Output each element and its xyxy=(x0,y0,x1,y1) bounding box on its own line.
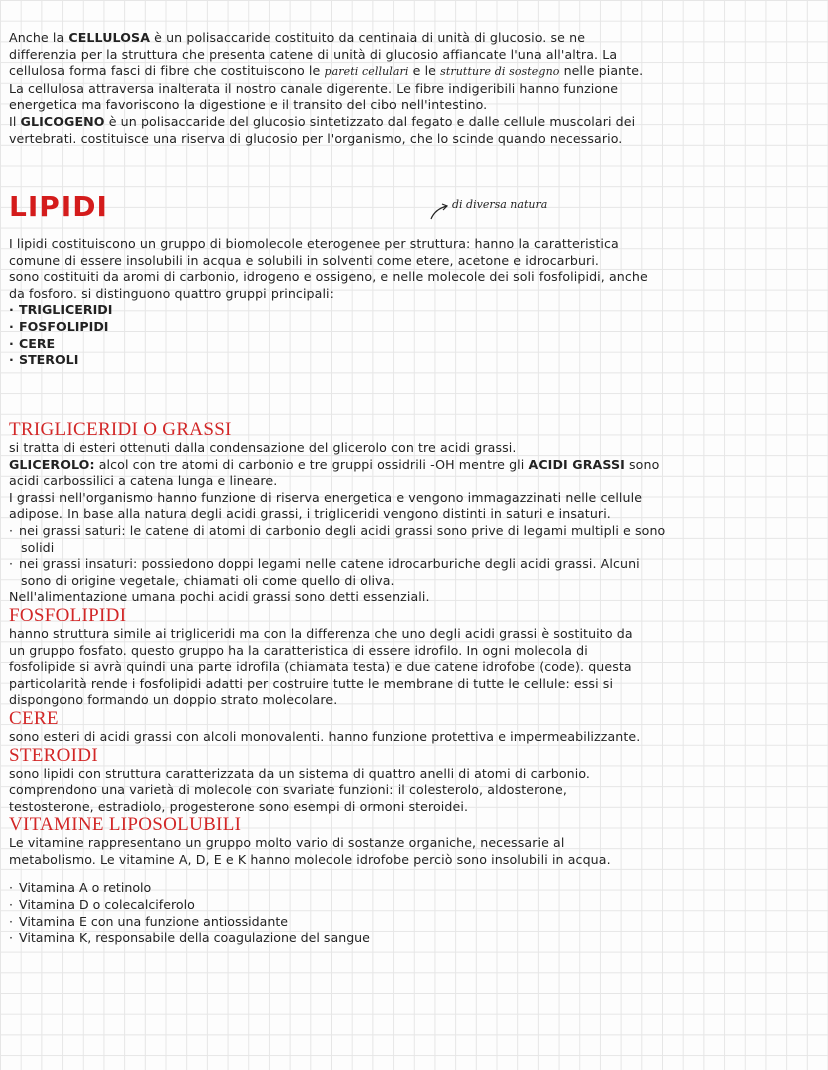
fosfolipidi-line: hanno struttura simile ai trigliceridi ma con la differenza che uno degli acidi grassi è sostituito da xyxy=(9,625,633,641)
list-item-label: Vitamina A o retinolo xyxy=(19,880,152,896)
text: nelle piante. xyxy=(559,63,644,79)
trigliceridi-line: adipose. In base alla natura degli acidi grassi, i trigliceridi vengono distinti in saturi e insaturi. xyxy=(9,506,611,522)
text: nei grassi insaturi: possiedono doppi legami nelle catene idrocarburiche degli acidi grassi. Alcuni xyxy=(19,556,640,572)
term-glicogeno: GLICOGENO xyxy=(20,113,105,129)
list-item-label: TRIGLICERIDI xyxy=(19,302,113,318)
sections xyxy=(9,420,821,947)
lipidi-line: I lipidi costituiscono un gruppo di biomolecole eterogenee per struttura: hanno la caratteristica xyxy=(9,236,619,251)
intro-line-7: vertebrati. costituisce una riserva di glucosio per l'organismo, che lo scinde quando necessario. xyxy=(9,130,623,146)
trigliceridi-title: TRIGLICERIDI O GRASSI xyxy=(9,419,232,440)
list-item-label: CERE xyxy=(19,335,56,351)
list-item: · TRIGLICERIDI xyxy=(9,302,113,318)
fosfolipidi-line: fosfolipide si avrà quindi una parte idrofila (chiamata testa) e due catene idrofobe (code). questa xyxy=(9,659,632,675)
handwritten-note: di diversa natura xyxy=(452,198,548,211)
term-acidi-grassi: ACIDI GRASSI xyxy=(528,456,625,472)
list-item: · CERE xyxy=(9,335,56,351)
text: è un polisaccaride costituito da centinaia di unità di glucosio. se ne xyxy=(150,30,586,45)
steroidi-line: sono lipidi con struttura caratterizzata da un sistema di quattro anelli di atomi di carbonio. xyxy=(9,765,591,781)
fosfolipidi-line: particolarità rende i fosfolipidi adatti per costruire tutte le membrane di tutte le cellule: essi si xyxy=(9,675,614,691)
intro-section xyxy=(9,30,821,147)
term-cellulosa: CELLULOSA xyxy=(68,30,151,45)
list-item: · FOSFOLIPIDI xyxy=(9,318,109,334)
vitamine-line: Le vitamine rappresentano un gruppo molto vario di sostanze organiche, necessarie al xyxy=(9,835,565,851)
intro-line-4: La cellulosa attraversa inalterata il nostro canale digerente. Le fibre indigeribili hanno funzione xyxy=(9,80,619,96)
text: nei grassi saturi: le catene di atomi di carbonio degli acidi grassi sono prive di legami multipli e sono xyxy=(19,522,666,538)
bullet-saturi: · nei grassi saturi: le catene di atomi di carbonio degli acidi grassi sono prive di legami multipli e sono xyxy=(9,522,666,538)
trigliceridi-line xyxy=(9,457,821,474)
intro-line-6 xyxy=(9,114,821,131)
lipidi-line: sono costituiti da aromi di carbonio, idrogeno e ossigeno, e nelle molecole dei soli fosfolipidi, anche xyxy=(9,269,648,285)
vitamine-line: metabolismo. Le vitamine A, D, E e K hanno molecole idrofobe perciò sono insolubili in acqua. xyxy=(9,851,611,867)
trigliceridi-line: I grassi nell'organismo hanno funzione di riserva energetica e vengono immagazzinati nelle cellule xyxy=(9,489,643,505)
lipidi-title: LIPIDI xyxy=(9,190,108,223)
list-item: · Vitamina K, responsabile della coagulazione del sangue xyxy=(9,930,370,946)
text: alcol con tre atomi di carbonio e tre gruppi ossidrili -OH mentre gli xyxy=(94,456,529,472)
handwritten-term: strutture di sostegno xyxy=(440,65,560,79)
intro-line-1 xyxy=(9,30,821,47)
trigliceridi-line: acidi carbossilici a catena lunga e lineare. xyxy=(9,473,278,489)
steroidi-line: testosterone, estradiolo, progesterone sono esempi di ormoni steroidei. xyxy=(9,798,469,814)
intro-line-5: energetica ma favoriscono la digestione e il transito del cibo nell'intestino. xyxy=(9,97,488,113)
trigliceridi-line: si tratta di esteri ottenuti dalla condensazione del glicerolo con tre acidi grassi. xyxy=(9,440,517,455)
text: sono xyxy=(624,456,660,472)
vitamine-title: VITAMINE LIPOSOLUBILI xyxy=(9,814,242,836)
steroidi-title: STEROIDI xyxy=(9,744,98,766)
bullet-insaturi: · nei grassi insaturi: possiedono doppi legami nelle catene idrocarburiche degli acidi grassi. Alcuni xyxy=(9,556,640,572)
text: è un polisaccaride del glucosio sintetizzato dal fegato e dalle cellule muscolari dei xyxy=(104,113,636,129)
lipidi-section xyxy=(9,236,821,369)
list-item-label: STEROLI xyxy=(19,352,79,368)
text: cellulosa forma fasci di fibre che costituiscono le xyxy=(9,63,325,79)
list-item: · Vitamina D o colecalciferolo xyxy=(9,897,195,913)
cere-line: sono esteri di acidi grassi con alcoli monovalenti. hanno funzione protettiva e impermeabilizzante. xyxy=(9,728,641,744)
cere-title: CERE xyxy=(9,707,59,729)
steroidi-line: comprendono una varietà di molecole con svariate funzioni: il colesterolo, aldosterone, xyxy=(9,782,567,798)
list-item-label: Vitamina K, responsabile della coagulazione del sangue xyxy=(19,930,370,946)
fosfolipidi-title: FOSFOLIPIDI xyxy=(9,604,127,626)
bullet-insaturi-cont: sono di origine vegetale, chiamati oli come quello di oliva. xyxy=(21,572,395,588)
lipidi-line: comune di essere insolubili in acqua e solubili in solventi come etere, acetone e idrocarburi. xyxy=(9,252,600,268)
list-item-label: Vitamina D o colecalciferolo xyxy=(19,897,195,913)
lipidi-line: da fosforo. si distinguono quattro gruppi principali: xyxy=(9,285,335,301)
list-item: · STEROLI xyxy=(9,352,79,368)
term-glicerolo: GLICEROLO: xyxy=(9,456,95,472)
text: e le xyxy=(408,63,441,79)
text: Il xyxy=(9,113,21,129)
text: Anche la xyxy=(9,30,69,45)
fosfolipidi-line: un gruppo fosfato. questo gruppo ha la caratteristica di essere idrofilo. In ogni molecola di xyxy=(9,642,588,658)
curved-arrow-icon xyxy=(429,201,453,221)
fosfolipidi-line: dispongono formando un doppio strato molecolare. xyxy=(9,692,338,708)
bullet-saturi-cont: solidi xyxy=(21,539,55,555)
trigliceridi-line: Nell'alimentazione umana pochi acidi grassi sono detti essenziali. xyxy=(9,589,430,605)
intro-line-2: differenzia per la struttura che presenta catene di unità di glucosio affiancate l'una all'altra. La xyxy=(9,46,618,62)
list-item: · Vitamina E con una funzione antiossidante xyxy=(9,913,289,929)
list-item-label: Vitamina E con una funzione antiossidante xyxy=(19,913,289,929)
vitamine-list xyxy=(9,880,821,946)
lipidi-groups-list xyxy=(9,302,821,368)
list-item-label: FOSFOLIPIDI xyxy=(19,318,109,334)
handwritten-term: pareti cellulari xyxy=(324,65,409,79)
list-item: · Vitamina A o retinolo xyxy=(9,880,152,896)
intro-line-3 xyxy=(9,63,821,81)
